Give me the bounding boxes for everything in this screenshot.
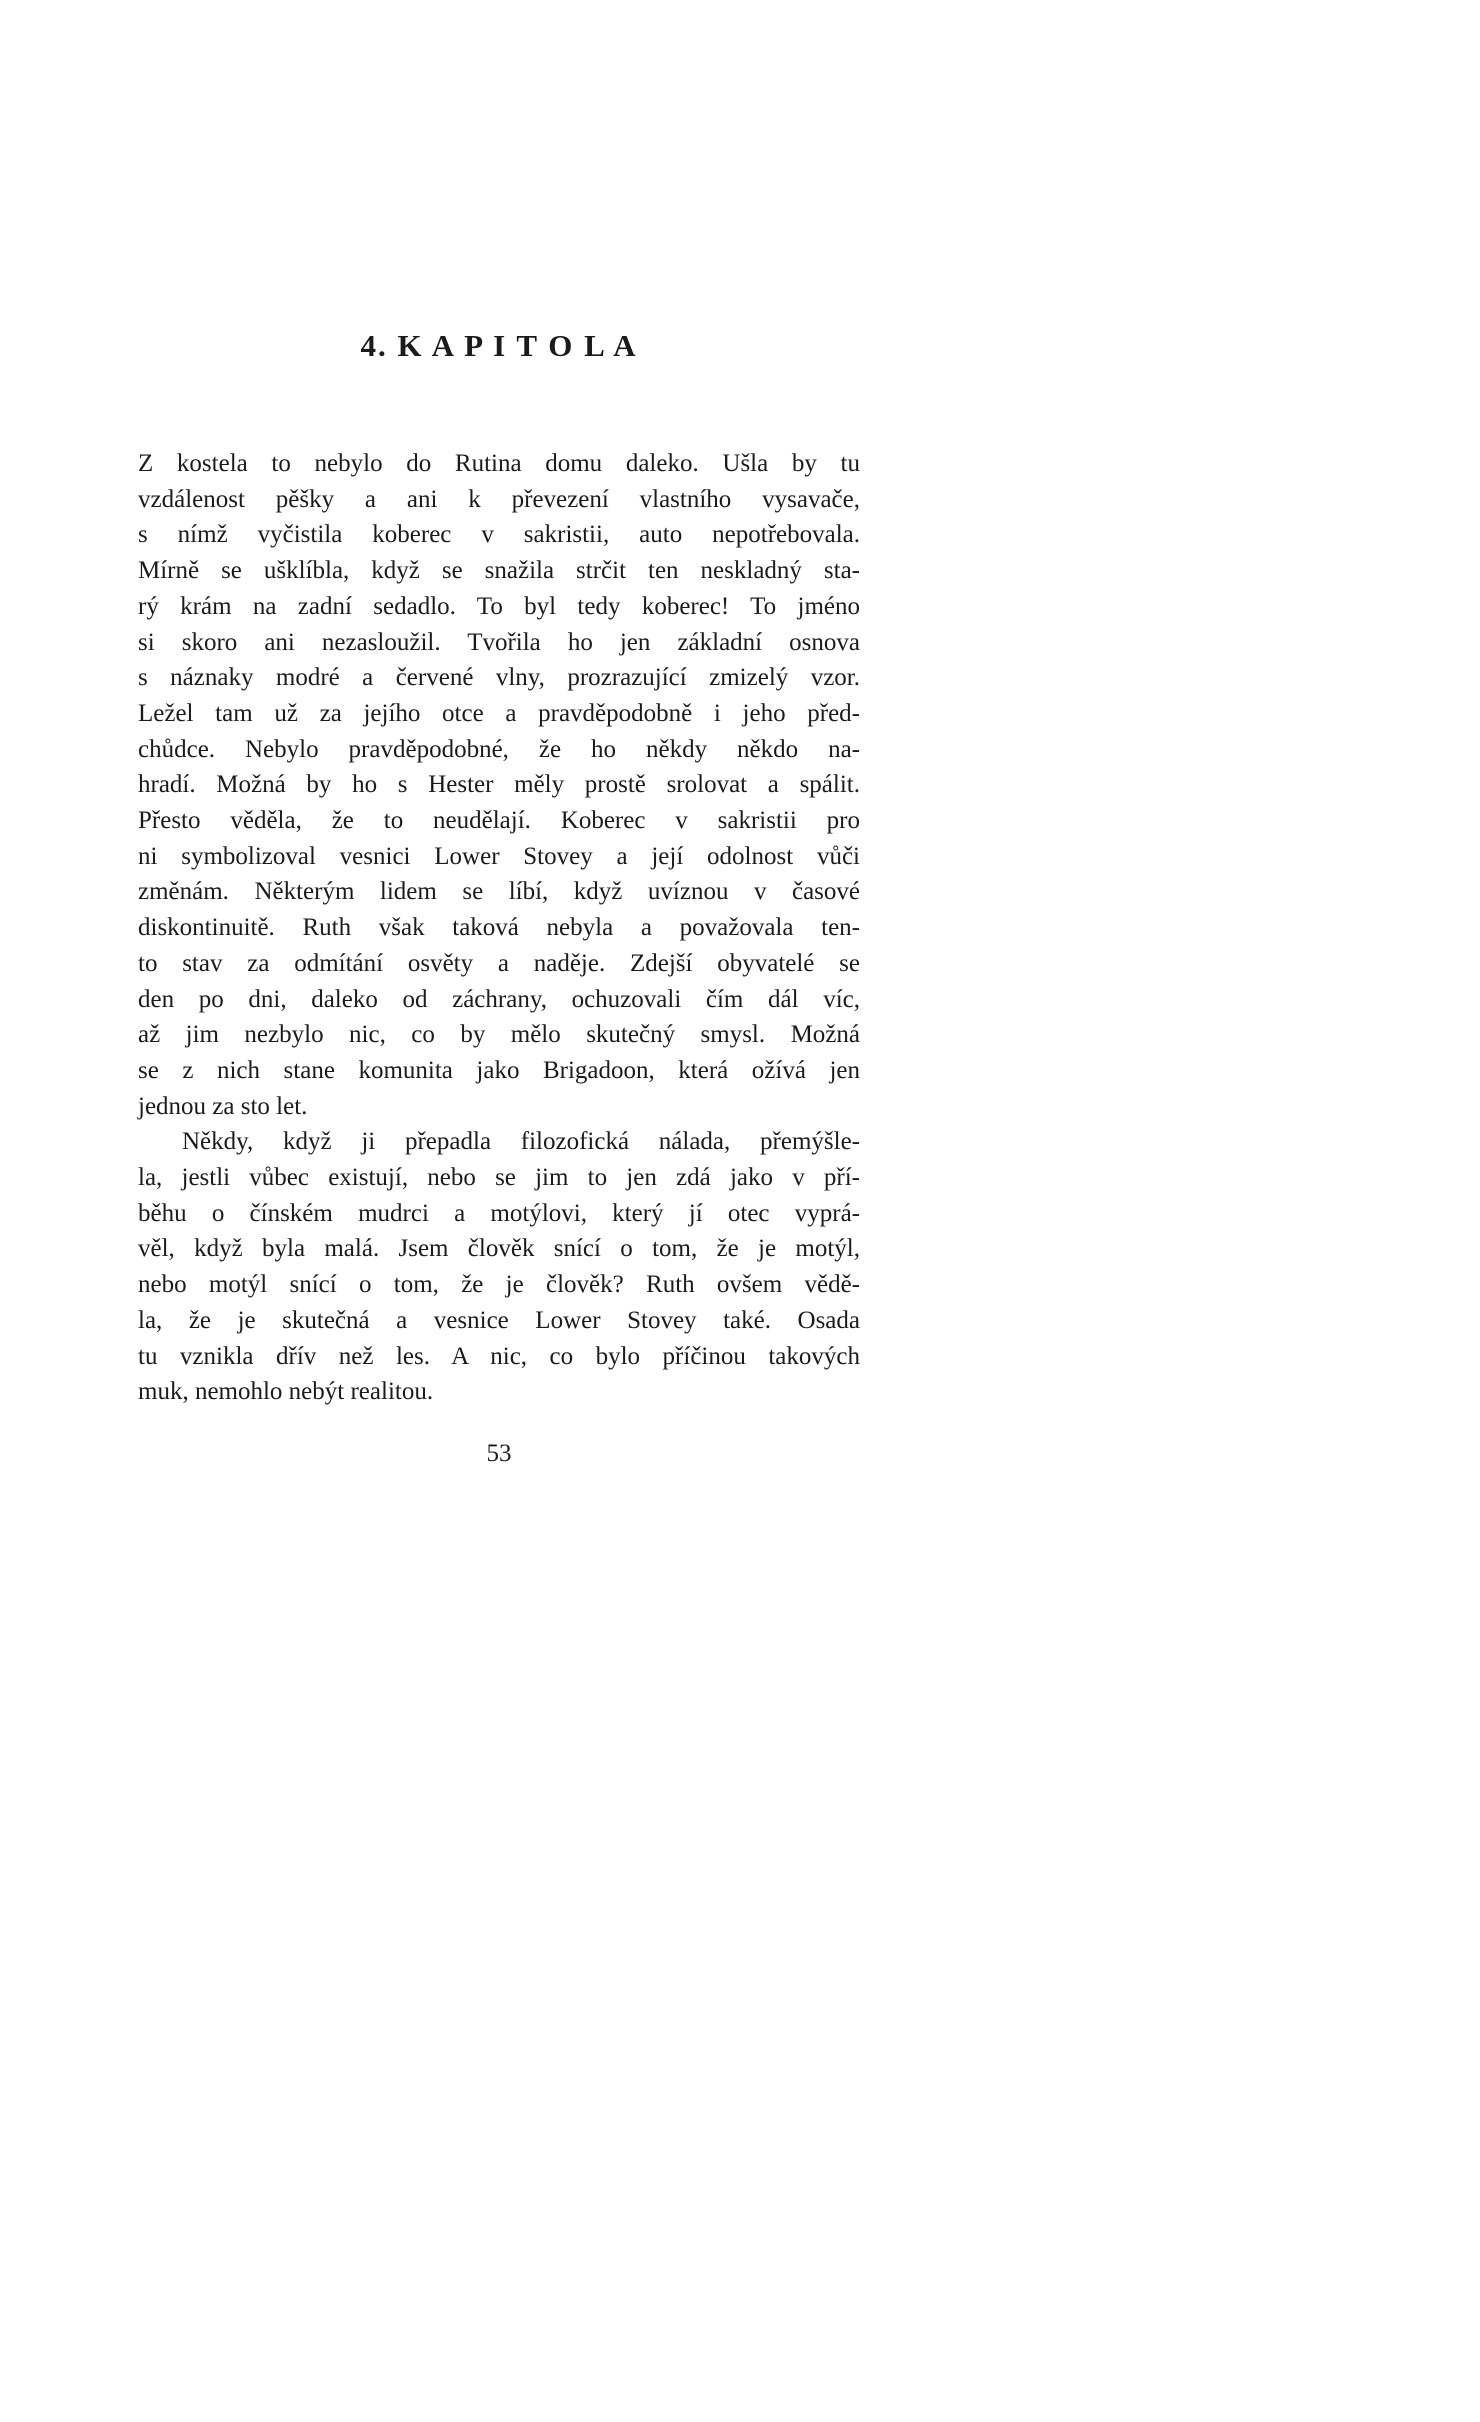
text-line: Ležel tam už za jejího otce a pravděpodobně i jeho před- <box>138 699 860 727</box>
text-line: nebo motýl snící o tom, že je člověk? Ruth ovšem vědě- <box>138 1271 860 1299</box>
text-line: hradí. Možná by ho s Hester měly prostě srolovat a spálit. <box>138 771 860 799</box>
paragraph <box>138 446 860 1124</box>
text-line: chůdce. Nebylo pravděpodobné, že ho někdy někdo na- <box>138 735 860 763</box>
page-number: 53 <box>486 1439 512 1467</box>
text-line: běhu o čínském mudrci a motýlovi, který jí otec vyprá- <box>138 1199 860 1227</box>
text-line: Někdy, když ji přepadla filozofická nálada, přemýšle- <box>182 1128 860 1156</box>
text-line: la, že je skutečná a vesnice Lower Stovey také. Osada <box>138 1306 860 1334</box>
text-line: až jim nezbylo nic, co by mělo skutečný smysl. Možná <box>138 1021 860 1049</box>
text-line: muk, nemohlo nebýt realitou. <box>138 1378 434 1406</box>
text-line: la, jestli vůbec existují, nebo se jim to jen zdá jako v pří- <box>138 1164 860 1192</box>
text-column <box>138 0 860 1468</box>
text-line: den po dni, daleko od záchrany, ochuzovali čím dál víc, <box>138 985 860 1013</box>
text-line: se z nich stane komunita jako Brigadoon, která ožívá jen <box>138 1056 860 1084</box>
text-line: diskontinuitě. Ruth však taková nebyla a považovala ten- <box>138 914 860 942</box>
text-line: s náznaky modré a červené vlny, prozrazující zmizelý vzor. <box>138 664 860 692</box>
paragraph <box>138 1124 860 1410</box>
text-line: Z kostela to nebylo do Rutina domu daleko. Ušla by tu <box>138 450 860 477</box>
text-line: vzdálenost pěšky a ani k převezení vlastního vysavače, <box>138 485 860 513</box>
text-line: Mírně se ušklíbla, když se snažila strčit ten neskladný sta- <box>138 557 860 585</box>
text-line: to stav za odmítání osvěty a naděje. Zdejší obyvatelé se <box>138 949 860 977</box>
text-line: změnám. Některým lidem se líbí, když uvíznou v časové <box>138 878 860 906</box>
text-line: tu vznikla dřív než les. A nic, co bylo příčinou takových <box>138 1342 860 1370</box>
text-line: s nímž vyčistila koberec v sakristii, auto nepotřebovala. <box>138 521 860 549</box>
text-line: Přesto věděla, že to neudělají. Koberec v sakristii pro <box>138 807 860 835</box>
chapter-heading: 4. K A P I T O L A <box>360 328 638 363</box>
text-line: rý krám na zadní sedadlo. To byl tedy koberec! To jméno <box>138 592 860 620</box>
body-text <box>138 446 860 1410</box>
text-line: si skoro ani nezasloužil. Tvořila ho jen základní osnova <box>138 628 860 656</box>
text-line: jednou za sto let. <box>138 1092 308 1120</box>
text-line: věl, když byla malá. Jsem člověk snící o tom, že je motýl, <box>138 1235 860 1263</box>
text-line: ni symbolizoval vesnici Lower Stovey a její odolnost vůči <box>138 842 860 870</box>
